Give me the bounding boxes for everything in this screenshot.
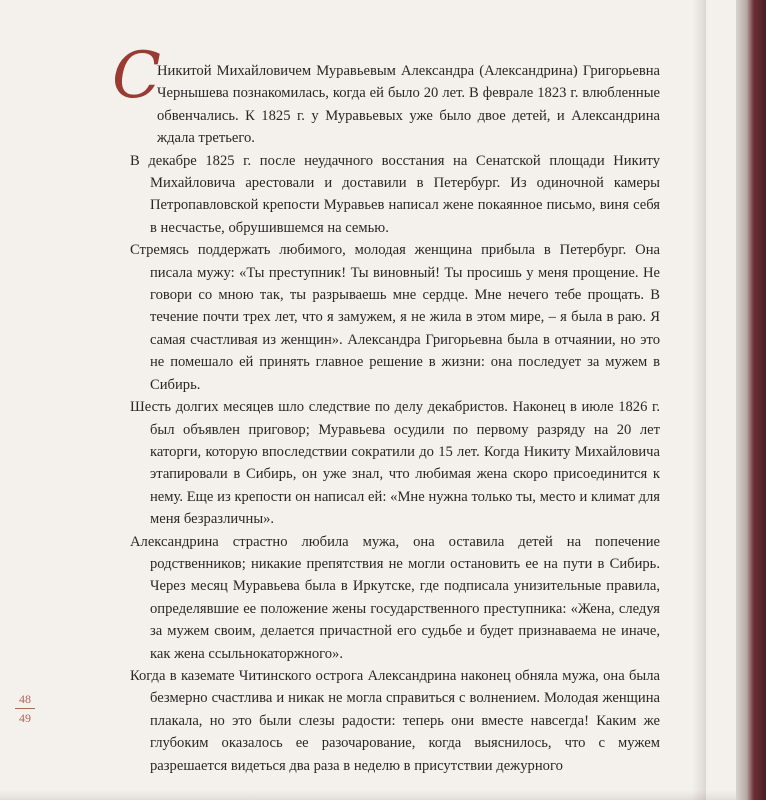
page-number-left: 48 — [19, 692, 31, 706]
drop-cap: С — [112, 39, 161, 113]
page-gutter-shadow — [692, 0, 706, 800]
page-bottom-shadow — [0, 790, 736, 800]
paragraph-2: В декабре 1825 г. после неудачного восстания на Сенатской площади Никиту Михайловича арестовали и доставили в Петербург. Из одиночной камеры Петропавловской крепости Муравьев написал жене покаянное письмо, виня себя в несчастье, обрушившемся на семью. — [130, 152, 660, 236]
paragraph-4: Шесть долгих месяцев шло следствие по делу декабристов. Наконец в июле 1826 г. был объявлен приговор; Муравьева осудили по первому разряду на 20 лет каторги, которую впоследствии сократили до 15 лет. Когда Никиту Михайловича этапировали в Сибирь, он уже знал, что любимая жена скоро присоединится к нему. Еще из крепости он написал ей: «Мне нужна только ты, место и климат для меня безразличны». — [130, 399, 660, 528]
paragraph-5: Александрина страстно любила мужа, она оставила детей на попечение родственников; никакие препятствия не могли остановить ее на пути в Сибирь. Через месяц Муравьева была в Иркутске, где подписала унизительные правила, определявшие ее положение жены государственного преступника: «Жена, следуя за мужем своим, делается причастной его судьбе и будет признаваема не иначе, как жена ссыльнокаторжного». — [130, 533, 660, 662]
page-number-divider — [15, 708, 35, 709]
page-number-right: 49 — [19, 711, 31, 725]
body-text — [112, 39, 660, 777]
paragraph-6: Когда в каземате Читинского острога Александрина наконец обняла мужа, она была безмерно счастлива и никак не могла справиться с волнением. Молодая женщина плакала, но это были слезы радости: теперь они вместе навсегда! Каким же глубоким оказалось ее разочарование, когда выяснилось, что с мужем разрешается видеться два раза в неделю в присутствии дежурного — [130, 667, 660, 774]
paragraph-1 — [112, 39, 660, 150]
paragraph-3: Стремясь поддержать любимого, молодая женщина прибыла в Петербург. Она писала мужу: «Ты преступник! Ты виновный! Ты просишь у меня прощение. Не говори со мною так, ты разрываешь мне сердце. Мне нечего тебе прощать. В течение почти трех лет, что я замужем, я не жила в этом мире, – я была в раю. Я самая счастливая из женщин». Александра Григорьевна была в отчаянии, но это не помешало ей принять главное решение в жизни: она последует за мужем в Сибирь. — [130, 242, 660, 393]
paragraph-1-text: Никитой Михайловичем Муравьевым Александра (Александрина) Григорьевна Чернышева познакомилась, когда ей было 20 лет. В феврале 1823 г. влюбленные обвенчались. К 1825 г. у Муравьевых уже было двое детей, и Александрина ждала третьего. — [157, 63, 660, 147]
book-spine — [736, 0, 766, 800]
